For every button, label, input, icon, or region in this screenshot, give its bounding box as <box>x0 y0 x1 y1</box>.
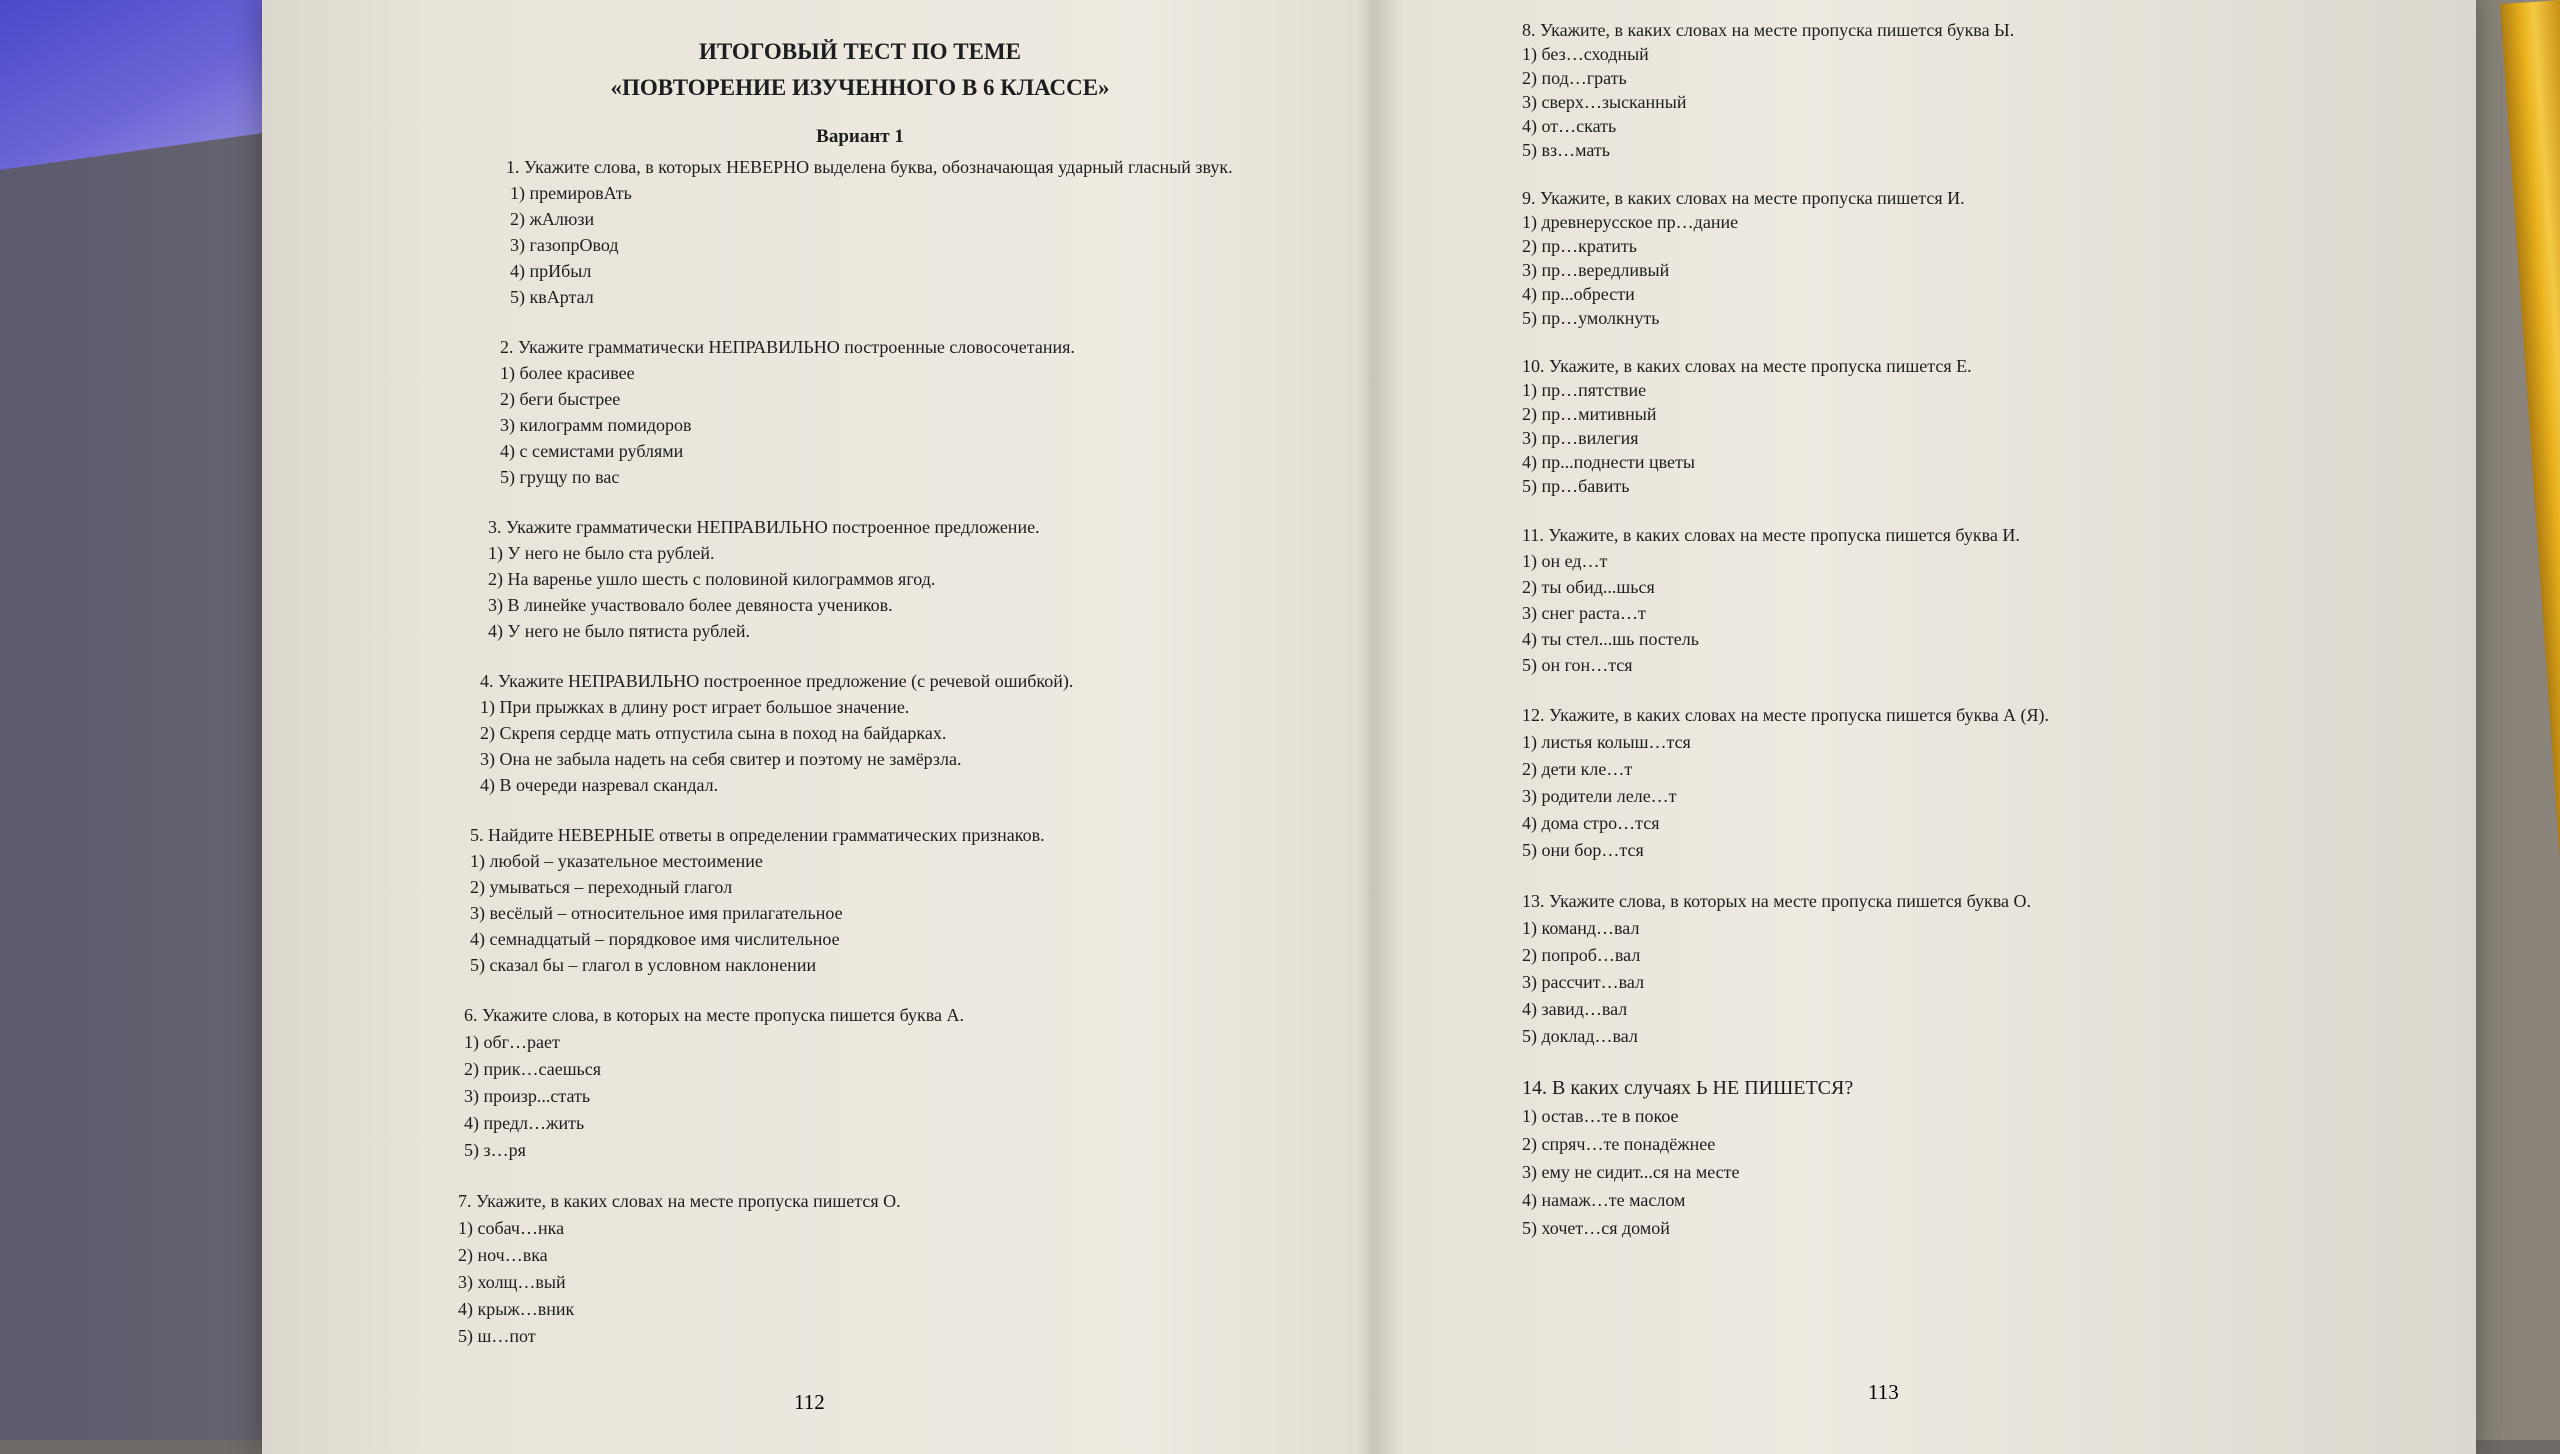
question-stem: 5. Найдите НЕВЕРНЫЕ ответы в определении грамматических признаков. <box>470 825 1045 845</box>
answer-option: 5) сказал бы – глагол в условном наклонении <box>470 955 817 975</box>
answer-option: 5) он гон…тся <box>1522 655 1633 675</box>
question-stem: 3. Укажите грамматически НЕПРАВИЛЬНО построенное предложение. <box>488 517 1040 537</box>
answer-option: 2) ты обид...шься <box>1522 577 1655 597</box>
answer-option: 3) В линейке участвовало более девяноста учеников. <box>488 595 893 615</box>
answer-option: 2) жАлюзи <box>510 209 595 229</box>
question-stem: 13. Укажите слова, в которых на месте пропуска пишется буква О. <box>1522 891 2032 911</box>
answer-option: 1) премировАть <box>510 183 632 203</box>
question-stem: 6. Укажите слова, в которых на месте пропуска пишется буква А. <box>464 1005 965 1025</box>
answer-option: 3) пр…вередливый <box>1522 260 1670 280</box>
answer-option: 3) газопрОвод <box>510 235 619 255</box>
answer-option: 2) ноч…вка <box>458 1245 548 1265</box>
question-2 <box>440 334 1280 490</box>
answer-option: 5) ш…пот <box>458 1326 536 1346</box>
question-10 <box>1522 354 2222 498</box>
answer-option: 2) прик…саешься <box>464 1059 602 1079</box>
question-stem: 2. Укажите грамматически НЕПРАВИЛЬНО построенные словосочетания. <box>500 337 1075 357</box>
answer-option: 1) обг…рает <box>464 1032 560 1052</box>
question-1 <box>440 154 1280 310</box>
variant-label: Вариант 1 <box>816 126 904 147</box>
answer-option: 4) предл…жить <box>464 1113 585 1133</box>
answer-option: 4) пр...обрести <box>1522 284 1635 304</box>
answer-option: 1) более красивее <box>500 363 635 383</box>
answer-option: 4) крыж…вник <box>458 1299 575 1319</box>
page-number-right: 113 <box>1868 1380 1899 1404</box>
answer-option: 2) под…грать <box>1522 68 1627 88</box>
answer-option: 5) хочет…ся домой <box>1522 1218 1670 1238</box>
answer-option: 4) пр...поднести цветы <box>1522 452 1695 472</box>
answer-option: 1) пр…пятствие <box>1522 380 1647 400</box>
answer-option: 2) спряч…те понадёжнее <box>1522 1134 1716 1154</box>
question-stem: 8. Укажите, в каких словах на месте пропуска пишется буква Ы. <box>1522 20 2015 40</box>
question-13 <box>1522 888 2222 1050</box>
answer-option: 1) листья колыш…тся <box>1522 732 1691 752</box>
page-number-left: 112 <box>794 1390 825 1414</box>
question-stem: 7. Укажите, в каких словах на месте пропуска пишется О. <box>458 1191 901 1211</box>
left-page <box>440 30 1280 1374</box>
answer-option: 4) намаж…те маслом <box>1522 1190 1686 1210</box>
answer-option: 3) пр…вилегия <box>1522 428 1639 448</box>
answer-option: 4) завид…вал <box>1522 999 1628 1019</box>
answer-option: 1) он ед…т <box>1522 551 1608 571</box>
answer-option: 2) пр…митивный <box>1522 404 1657 424</box>
answer-option: 5) з…ря <box>464 1140 526 1160</box>
answer-option: 3) Она не забыла надеть на себя свитер и поэтому не замёрзла. <box>480 749 962 769</box>
question-6 <box>440 1002 1280 1164</box>
answer-option: 3) весёлый – относительное имя прилагательное <box>470 903 843 923</box>
answer-option: 2) дети кле…т <box>1522 759 1633 779</box>
question-12 <box>1522 702 2222 864</box>
question-stem: 10. Укажите, в каких словах на месте пропуска пишется Е. <box>1522 356 1972 376</box>
question-8 <box>1522 18 2222 162</box>
answer-option: 2) умываться – переходный глагол <box>470 877 733 897</box>
answer-option: 1) команд…вал <box>1522 918 1640 938</box>
answer-option: 1) У него не было ста рублей. <box>488 543 715 563</box>
answer-option: 4) семнадцатый – порядковое имя числительное <box>470 929 840 949</box>
question-11 <box>1522 522 2222 678</box>
question-stem: 1. Укажите слова, в которых НЕВЕРНО выделена буква, обозначающая ударный гласный звук. <box>506 157 1233 177</box>
answer-option: 4) В очереди назревал скандал. <box>480 775 719 795</box>
question-stem: 12. Укажите, в каких словах на месте пропуска пишется буква А (Я). <box>1522 705 2050 725</box>
answer-option: 3) рассчит…вал <box>1522 972 1645 992</box>
answer-option: 5) они бор…тся <box>1522 840 1644 860</box>
answer-option: 5) вз…мать <box>1522 140 1610 160</box>
answer-option: 3) килограмм помидоров <box>500 415 692 435</box>
answer-option: 4) ты стел...шь постель <box>1522 629 1699 649</box>
test-title-line2: «ПОВТОРЕНИЕ ИЗУЧЕННОГО В 6 КЛАССЕ» <box>610 75 1110 100</box>
answer-option: 1) любой – указательное местоимение <box>470 851 763 871</box>
answer-option: 2) беги быстрее <box>500 389 621 409</box>
answer-option: 4) с семистами рублями <box>500 441 684 461</box>
answer-option: 3) холщ…вый <box>458 1272 566 1292</box>
answer-option: 1) При прыжках в длину рост играет большое значение. <box>480 697 910 717</box>
answer-option: 1) древнерусское пр…дание <box>1522 212 1739 232</box>
right-page <box>1522 14 2222 1266</box>
answer-option: 1) без…сходный <box>1522 44 1649 64</box>
question-7 <box>440 1188 1280 1350</box>
question-stem: 9. Укажите, в каких словах на месте пропуска пишется И. <box>1522 188 1965 208</box>
answer-option: 4) У него не было пятиста рублей. <box>488 621 750 641</box>
answer-option: 5) пр…умолкнуть <box>1522 308 1660 328</box>
answer-option: 3) родители леле…т <box>1522 786 1677 806</box>
question-5 <box>440 822 1280 978</box>
answer-option: 4) от…скать <box>1522 116 1617 136</box>
answer-option: 4) дома стро…тся <box>1522 813 1660 833</box>
answer-option: 1) остав…те в покое <box>1522 1106 1679 1126</box>
answer-option: 3) снег раста…т <box>1522 603 1646 623</box>
question-stem: 11. Укажите, в каких словах на месте пропуска пишется буква И. <box>1522 525 2020 545</box>
answer-option: 5) грущу по вас <box>500 467 620 487</box>
answer-option: 2) пр…кратить <box>1522 236 1637 256</box>
answer-option: 3) произр...стать <box>464 1086 591 1106</box>
answer-option: 3) ему не сидит...ся на месте <box>1522 1162 1740 1182</box>
answer-option: 2) попроб…вал <box>1522 945 1641 965</box>
question-stem: 14. В каких случаях Ь НЕ ПИШЕТСЯ? <box>1522 1077 1854 1099</box>
answer-option: 2) Скрепя сердце мать отпустила сына в поход на байдарках. <box>480 723 947 743</box>
question-4 <box>440 668 1280 798</box>
answer-option: 5) квАртал <box>510 287 594 307</box>
answer-option: 4) прИбыл <box>510 261 592 281</box>
answer-option: 3) сверх…зысканный <box>1522 92 1687 112</box>
answer-option: 2) На варенье ушло шесть с половиной килограммов ягод. <box>488 569 936 589</box>
question-stem: 4. Укажите НЕПРАВИЛЬНО построенное предложение (с речевой ошибкой). <box>480 671 1074 691</box>
test-title-line1: ИТОГОВЫЙ ТЕСТ ПО ТЕМЕ <box>699 39 1021 64</box>
question-14 <box>1522 1074 2222 1242</box>
question-3 <box>440 514 1280 644</box>
answer-option: 5) пр…бавить <box>1522 476 1630 496</box>
answer-option: 5) доклад…вал <box>1522 1026 1638 1046</box>
question-9 <box>1522 186 2222 330</box>
answer-option: 1) собач…нка <box>458 1218 565 1238</box>
